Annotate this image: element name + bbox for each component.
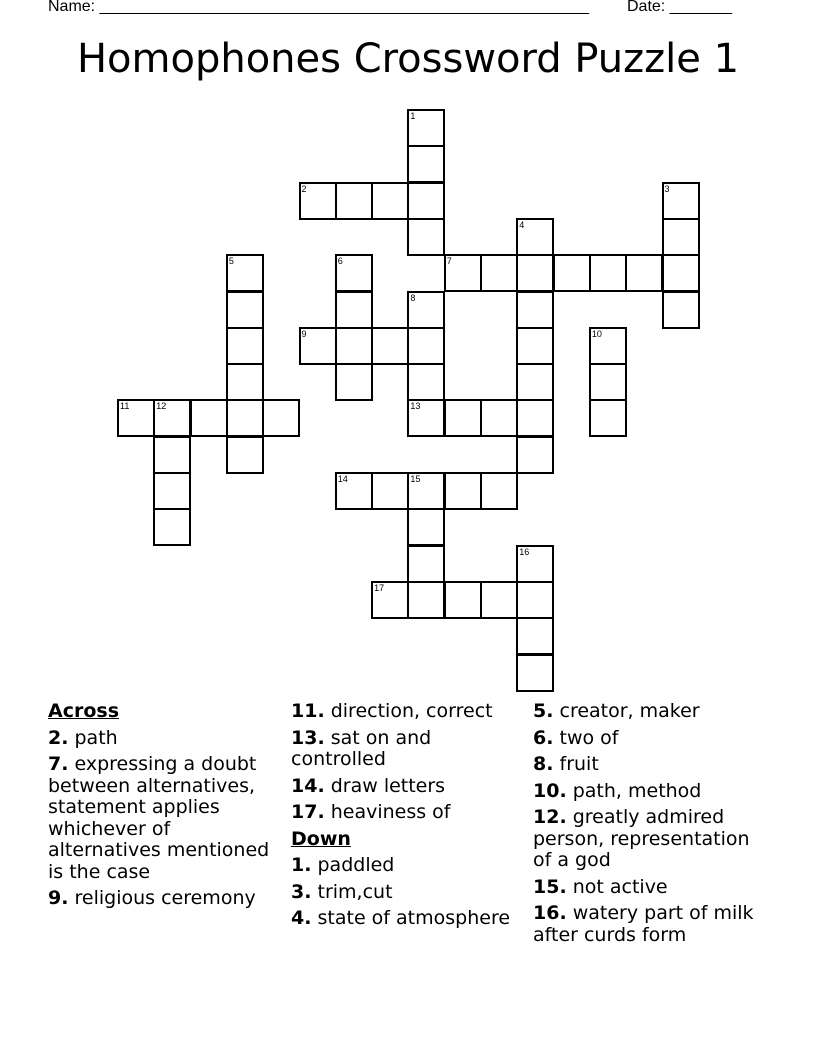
clue-text: path, method (572, 779, 702, 802)
clue-number: 14. (291, 774, 325, 797)
clue-number: 8 (410, 292, 416, 303)
clue-item (291, 728, 526, 771)
grid-cell[interactable] (480, 254, 518, 292)
grid-cell[interactable] (371, 581, 409, 619)
clue-text: not active (572, 875, 668, 898)
name-field: Name: _______________________________________________________ (48, 0, 589, 15)
clue-number: 13. (291, 726, 325, 749)
grid-cell[interactable] (589, 399, 627, 437)
clue-number: 2 (301, 183, 307, 194)
grid-cell[interactable] (480, 399, 518, 437)
clue-number: 12 (156, 401, 167, 412)
grid-cell[interactable] (589, 254, 627, 292)
grid-cell[interactable] (226, 254, 264, 292)
clue-number: 17 (374, 582, 385, 593)
clue-number: 10 (591, 328, 602, 339)
clue-number: 6 (337, 256, 343, 267)
grid-cell[interactable] (335, 472, 373, 510)
grid-cell[interactable] (335, 327, 373, 365)
clue-number: 5. (533, 700, 554, 722)
grid-cell[interactable] (516, 545, 554, 583)
clue-number: 3. (291, 880, 312, 903)
clue-number: 13 (410, 401, 421, 412)
grid-cell[interactable] (407, 508, 445, 546)
clue-number: 2. (48, 726, 69, 749)
clue-text: path (74, 726, 118, 749)
clue-text: two of (559, 726, 619, 749)
clue-text: expressing a doubt between alternatives, statement applies whichever of alternatives mentioned is the case (48, 753, 270, 883)
grid-cell[interactable] (335, 254, 373, 292)
clue-number: 15 (410, 474, 421, 484)
grid-cell[interactable] (444, 581, 482, 619)
clue-number: 7. (48, 753, 69, 775)
grid-cell[interactable] (226, 327, 264, 365)
date-field: Date: _______ (627, 0, 732, 15)
clue-number: 14 (337, 474, 348, 484)
grid-cell[interactable] (299, 182, 337, 220)
grid-cell[interactable] (516, 254, 554, 292)
grid-cell[interactable] (226, 399, 264, 437)
grid-cell[interactable] (407, 472, 445, 510)
clues-column-3 (533, 701, 773, 951)
clue-number: 1. (291, 854, 312, 876)
clue-text: creator, maker (559, 700, 700, 722)
clue-number: 12. (533, 806, 567, 828)
clue-item (291, 908, 526, 930)
clue-text: religious ceremony (74, 887, 256, 909)
clue-text: state of atmosphere (317, 907, 511, 929)
section-heading: Across (48, 700, 120, 722)
clue-text: fruit (559, 753, 599, 775)
grid-cell[interactable] (407, 182, 445, 220)
grid-cell[interactable] (371, 327, 409, 365)
clue-text: paddled (317, 854, 395, 876)
grid-cell[interactable] (516, 617, 554, 655)
grid-cell[interactable] (516, 399, 554, 437)
clue-item (48, 754, 286, 883)
grid-cell[interactable] (262, 399, 300, 437)
clue-text: watery part of milk after curds form (533, 902, 754, 946)
grid-cell[interactable] (516, 654, 554, 692)
clues-column-2 (291, 701, 526, 935)
grid-cell[interactable] (335, 363, 373, 401)
grid-cell[interactable] (516, 218, 554, 256)
clue-number: 15. (533, 875, 567, 898)
clue-item (533, 877, 773, 899)
grid-cell[interactable] (407, 109, 445, 147)
clue-number: 16 (519, 546, 530, 557)
clue-number: 9 (301, 328, 307, 339)
clue-item (533, 701, 773, 723)
grid-cell[interactable] (153, 436, 191, 474)
grid-cell[interactable] (480, 472, 518, 510)
page-title: Homophones Crossword Puzzle 1 (76, 36, 740, 82)
clue-text: heaviness of (330, 801, 451, 823)
grid-cell[interactable] (480, 581, 518, 619)
grid-cell[interactable] (407, 581, 445, 619)
clue-item (533, 754, 773, 776)
grid-cell[interactable] (625, 254, 663, 292)
grid-cell[interactable] (117, 399, 155, 437)
grid-cell[interactable] (407, 363, 445, 401)
grid-cell[interactable] (662, 254, 700, 292)
clue-number: 10. (533, 779, 567, 802)
grid-cell[interactable] (662, 182, 700, 220)
grid-cell[interactable] (407, 218, 445, 256)
grid-cell[interactable] (589, 363, 627, 401)
clue-text: direction, correct (330, 700, 493, 722)
grid-cell[interactable] (516, 291, 554, 329)
grid-cell[interactable] (662, 218, 700, 256)
grid-cell[interactable] (335, 182, 373, 220)
grid-cell[interactable] (407, 145, 445, 183)
grid-cell[interactable] (516, 436, 554, 474)
clue-item (533, 903, 773, 946)
clue-item (533, 728, 773, 750)
grid-cell[interactable] (407, 545, 445, 583)
clue-number: 1 (410, 111, 416, 121)
grid-cell[interactable] (516, 363, 554, 401)
grid-cell[interactable] (444, 472, 482, 510)
grid-cell[interactable] (371, 472, 409, 510)
clue-number: 8. (533, 753, 554, 775)
grid-cell[interactable] (516, 581, 554, 619)
grid-cell[interactable] (516, 327, 554, 365)
grid-cell[interactable] (335, 291, 373, 329)
clue-number: 5 (228, 256, 234, 267)
clue-item (291, 776, 526, 798)
clue-item (291, 701, 526, 723)
grid-cell[interactable] (226, 363, 264, 401)
clue-number: 3 (664, 183, 670, 194)
grid-cell[interactable] (153, 472, 191, 510)
clue-number: 4 (519, 219, 525, 230)
grid-cell[interactable] (444, 399, 482, 437)
clue-item (48, 888, 286, 910)
clue-text: greatly admired person, representation of a god (533, 806, 750, 871)
grid-cell[interactable] (407, 399, 445, 437)
grid-cell[interactable] (407, 327, 445, 365)
clue-item (291, 855, 526, 877)
clue-number: 4. (291, 907, 312, 929)
grid-cell[interactable] (226, 436, 264, 474)
grid-cell[interactable] (589, 327, 627, 365)
grid-cell[interactable] (662, 291, 700, 329)
section-heading: Down (291, 827, 351, 850)
clue-number: 11 (120, 401, 130, 412)
grid-cell[interactable] (226, 291, 264, 329)
clue-text: sat on and controlled (291, 726, 432, 770)
clue-number: 7 (446, 256, 452, 267)
grid-cell[interactable] (153, 508, 191, 546)
clue-item (533, 807, 773, 872)
clue-number: 16. (533, 902, 567, 924)
clue-item (533, 781, 773, 803)
clue-text: trim,cut (317, 880, 393, 903)
clue-number: 6. (533, 726, 554, 749)
clue-item (291, 802, 526, 824)
clues-column-1 (48, 701, 286, 915)
grid-cell[interactable] (153, 399, 191, 437)
grid-cell[interactable] (407, 291, 445, 329)
clue-text: draw letters (330, 774, 446, 797)
grid-cell[interactable] (444, 254, 482, 292)
clue-number: 9. (48, 887, 69, 909)
clue-number: 17. (291, 801, 325, 823)
grid-cell[interactable] (299, 327, 337, 365)
grid-cell[interactable] (190, 399, 228, 437)
clue-item (48, 728, 286, 750)
clue-number: 11. (291, 700, 325, 722)
clue-item (291, 882, 526, 904)
grid-cell[interactable] (553, 254, 591, 292)
grid-cell[interactable] (371, 182, 409, 220)
